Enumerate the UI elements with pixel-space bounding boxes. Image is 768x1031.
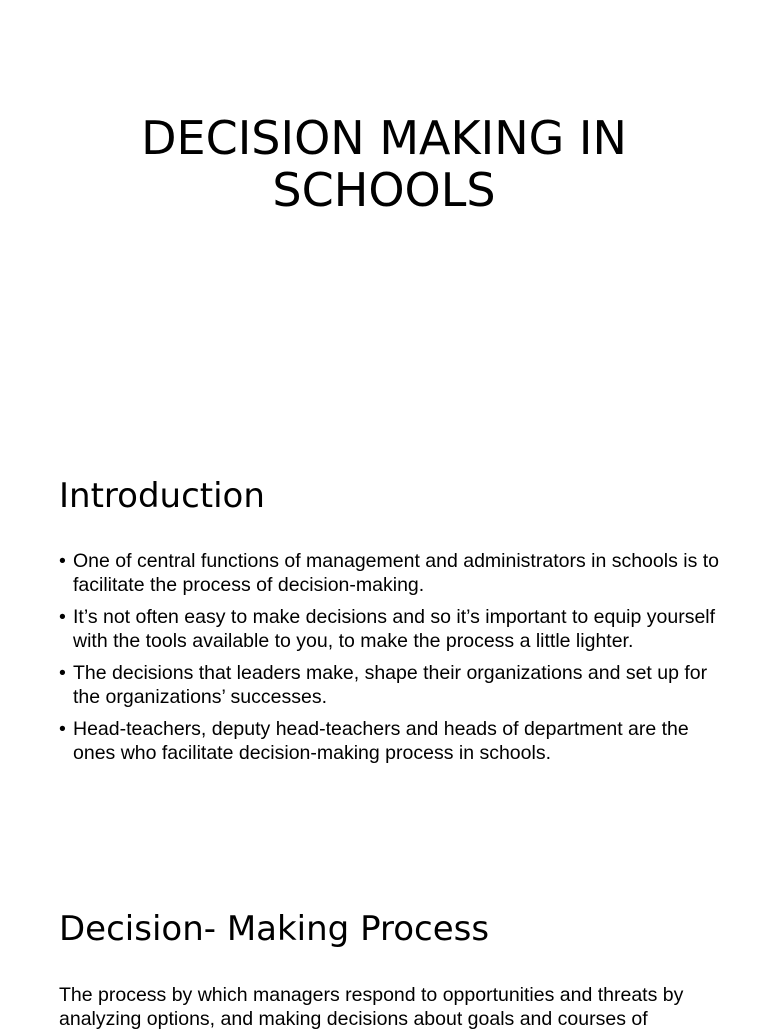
bullet-icon: • xyxy=(59,718,66,740)
decision-making-process-paragraph: The process by which managers respond to opportunities and threats by analyzing options, and making decisions about goals and courses of xyxy=(59,984,684,1030)
bullet-text: One of central functions of management and administrators in schools is to facilitate the process of decision-making. xyxy=(73,550,720,596)
bullet-text: It’s not often easy to make decisions and so it’s important to equip yourself with the tools available to you, to make the process a little lighter. xyxy=(73,606,716,652)
bullet-item xyxy=(59,661,719,709)
slide-title xyxy=(0,112,768,216)
bullet-icon: • xyxy=(59,606,66,628)
bullet-item xyxy=(59,717,719,765)
slide-title-line-1: DECISION MAKING IN xyxy=(141,111,627,165)
slide-title-line-2: SCHOOLS xyxy=(272,163,496,217)
bullet-item xyxy=(59,549,719,597)
bullet-text: The decisions that leaders make, shape their organizations and set up for the organizations’ successes. xyxy=(73,662,708,708)
introduction-heading: Introduction xyxy=(59,476,265,516)
bullet-text: Head-teachers, deputy head-teachers and heads of department are the ones who facilitate decision-making process in schools. xyxy=(73,718,689,764)
bullet-item xyxy=(59,605,719,653)
introduction-bullet-list xyxy=(59,549,719,773)
bullet-icon: • xyxy=(59,662,66,684)
bullet-icon: • xyxy=(59,550,66,572)
decision-making-process-heading: Decision- Making Process xyxy=(59,909,490,949)
